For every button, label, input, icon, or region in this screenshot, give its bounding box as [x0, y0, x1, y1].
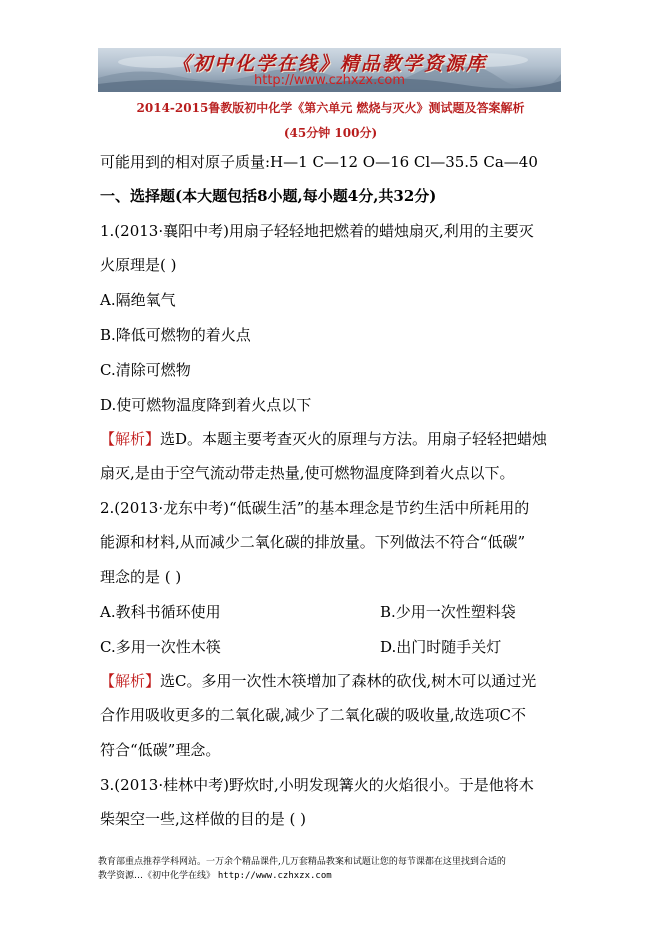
q2-option-b: B.少用一次性塑料袋	[380, 603, 516, 621]
q2-stem-line1: 2.(2013·龙东中考)“低碳生活”的基本理念是节约生活中所耗用的	[100, 499, 530, 517]
q1-analysis-line2: 扇灭,是由于空气流动带走热量,使可燃物温度降到着火点以下。	[100, 464, 515, 482]
banner-title: 《初中化学在线》精品教学资源库	[171, 53, 487, 75]
q1-option-b: B.降低可燃物的着火点	[100, 326, 251, 344]
q1-analysis-line1	[100, 430, 547, 448]
analysis-tag: 【解析】	[100, 672, 161, 690]
footer-url[interactable]: http://www.czhxzx.com	[217, 871, 332, 881]
document-title: 2014-2015鲁教版初中化学《第六单元 燃烧与灭火》测试题及答案解析	[136, 101, 525, 115]
q1-analysis-text: 选D。本题主要考查灭火的原理与方法。用扇子轻轻把蜡烛	[160, 430, 548, 448]
q2-option-c: C.多用一次性木筷	[100, 638, 221, 656]
q2-analysis-text: 选C。多用一次性木筷增加了森林的砍伐,树木可以通过光	[160, 672, 537, 690]
footer-line1: 教育部重点推荐学科网站。一万余个精品课件,几万套精品教案和试题让您的每节课都在这里找到合适的	[98, 857, 506, 867]
document-subtitle: (45分钟 100分)	[283, 126, 378, 140]
page-footer	[98, 855, 568, 883]
q2-option-a: A.教科书循环使用	[100, 603, 221, 621]
q2-stem-line2: 能源和材料,从而减少二氧化碳的排放量。下列做法不符合“低碳”	[100, 533, 526, 551]
q2-analysis-line1	[100, 672, 536, 690]
q1-option-d: D.使可燃物温度降到着火点以下	[100, 396, 312, 414]
q2-analysis-line2: 合作用吸收更多的二氧化碳,减少了二氧化碳的吸收量,故选项C不	[100, 706, 527, 724]
atomic-masses: 可能用到的相对原子质量:H—1 C—12 O—16 Cl—35.5 Ca—40	[100, 153, 538, 171]
q2-analysis-line3: 符合“低碳”理念。	[100, 741, 221, 759]
banner-url[interactable]: http://www.czhxzx.com	[254, 73, 405, 88]
q3-stem-line2: 柴架空一些,这样做的目的是 ( )	[100, 810, 307, 828]
q1-stem-line2: 火原理是( )	[100, 256, 177, 274]
q2-option-d: D.出门时随手关灯	[380, 638, 502, 656]
q3-stem-line1: 3.(2013·桂林中考)野炊时,小明发现篝火的火焰很小。于是他将木	[100, 776, 534, 794]
q1-option-c: C.清除可燃物	[100, 361, 191, 379]
footer-line2	[98, 869, 568, 883]
site-banner	[98, 48, 561, 92]
section-heading: 一、选择题(本大题包括8小题,每小题4分,共32分)	[100, 187, 437, 205]
q1-option-a: A.隔绝氧气	[100, 291, 176, 309]
q2-stem-line3: 理念的是 ( )	[100, 568, 182, 586]
q1-stem-line1: 1.(2013·襄阳中考)用扇子轻轻地把燃着的蜡烛扇灭,利用的主要灭	[100, 222, 534, 240]
footer-text: 教学资源…《初中化学在线》	[98, 871, 216, 881]
analysis-tag: 【解析】	[100, 430, 161, 448]
